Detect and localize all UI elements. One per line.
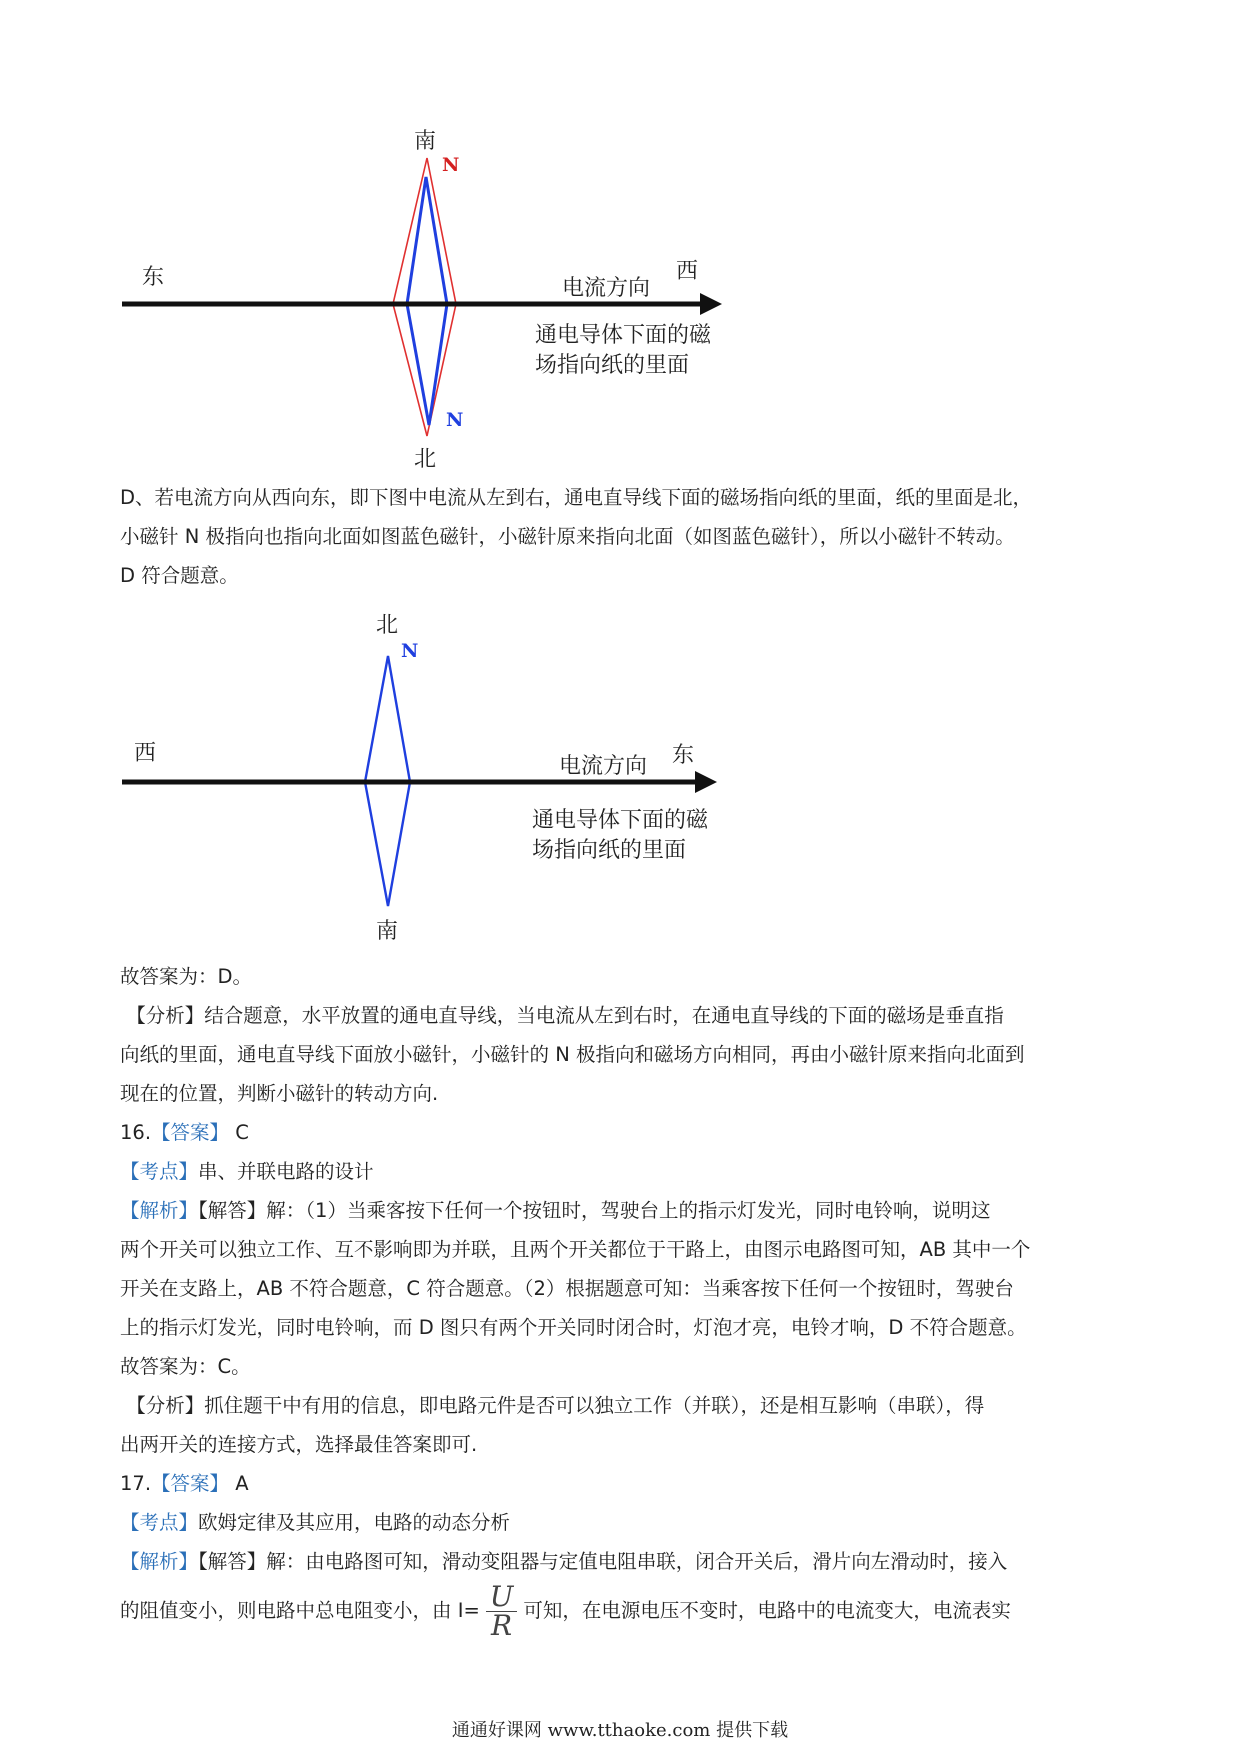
page-footer: 通通好课网 www.tthaoke.com 提供下载 xyxy=(451,1720,789,1741)
fig2-left-label: 西 xyxy=(134,741,157,766)
fig1-red-n-label: N xyxy=(442,154,460,176)
q17-answer: A xyxy=(229,1472,249,1495)
fig2-top-label: 北 xyxy=(376,613,399,638)
q17-kaodian-row: 【考点】欧姆定律及其应用，电路的动态分析 xyxy=(120,1511,511,1534)
q16-jiexi-line1: 【解析】【解答】解：（1）当乘客按下任何一个按钮时，驾驶台上的指示灯发光，同时电铃响，说明这 xyxy=(120,1199,991,1222)
paragraph-d-line1: D、若电流方向从西向东，即下图中电流从左到右，通电直导线下面的磁场指向纸的里面，纸的里面是北， xyxy=(120,486,1033,509)
fig2-bottom-label: 南 xyxy=(376,919,399,944)
fig1-right-label: 西 xyxy=(676,259,699,284)
q17-answer-tag: 【答案】 xyxy=(151,1472,230,1495)
q16-answer: C xyxy=(229,1121,249,1144)
fig1-bottom-label: 北 xyxy=(414,447,437,472)
fig2-blue-n-label: N xyxy=(401,640,419,662)
q15-answer-line: 故答案为：D。 xyxy=(120,965,253,988)
q16-analysis-tag: 【分析】 xyxy=(126,1394,205,1417)
q17-jiexi-tag: 【解析】 xyxy=(120,1550,199,1573)
q16-kaodian-tag: 【考点】 xyxy=(120,1160,199,1183)
q15-analysis-tag: 【分析】 xyxy=(126,1004,205,1027)
q16-kaodian-row: 【考点】串、并联电路的设计 xyxy=(120,1160,374,1183)
answers-block xyxy=(120,957,1130,1641)
fig1-arrow-label: 电流方向 xyxy=(562,276,651,301)
q15-analysis-line2: 向纸的里面，通电直导线下面放小磁针，小磁针的 N 极指向和磁场方向相同，再由小磁针原来指向北面到 xyxy=(120,1043,1025,1066)
fig1-note-line2: 场指向纸的里面 xyxy=(535,353,690,378)
fig2-note-line1: 通电导体下面的磁 xyxy=(532,808,709,833)
fig2-note-line2: 场指向纸的里面 xyxy=(532,838,687,863)
fig1-note-line1: 通电导体下面的磁 xyxy=(535,323,712,348)
q16-analysis-line1: 【分析】抓住题干中有用的信息，即电路元件是否可以独立工作（并联），还是相互影响（串联），得 xyxy=(126,1394,985,1417)
fig2-right-label: 东 xyxy=(672,743,695,768)
fig2-arrow-head xyxy=(695,771,717,793)
q16-jiexi-tag: 【解析】 xyxy=(120,1199,199,1222)
q16-answer-row: 16.【答案】 C xyxy=(120,1121,249,1144)
paragraph-d-line3: D 符合题意。 xyxy=(120,564,239,587)
ohms-law-fraction: $\frac{U}{R}$ xyxy=(486,1583,518,1640)
fig2-arrow-label: 电流方向 xyxy=(559,754,648,779)
q16-jiexi-line3: 开关在支路上，AB 不符合题意，C 符合题意。（2）根据题意可知：当乘客按下任何一个按钮时，驾驶台 xyxy=(120,1277,1014,1300)
q16-jiexi-line2: 两个开关可以独立工作、互不影响即为并联，且两个开关都位于干路上，由图示电路图可知，AB 其中一个 xyxy=(120,1238,1031,1261)
q16-answer-tag: 【答案】 xyxy=(151,1121,230,1144)
q17-kaodian-tag: 【考点】 xyxy=(120,1511,199,1534)
fig1-top-label: 南 xyxy=(414,129,437,154)
q15-analysis-line1: 【分析】结合题意，水平放置的通电直导线，当电流从左到右时，在通电直导线的下面的磁场是垂直指 xyxy=(126,1004,1004,1027)
q17-jiexi-line2: 的阻值变小，则电路中总电阻变小，由 I= $\frac{U}{R}$ 可知，在电源电压不变时，电路中的电流变大，电流表实 xyxy=(120,1580,1011,1642)
q16-analysis-line2: 出两开关的连接方式，选择最佳答案即可. xyxy=(120,1433,478,1456)
paragraph-d-line2: 小磁针 N 极指向也指向北面如图蓝色磁针，小磁针原来指向北面（如图蓝色磁针），所以小磁针不转动。 xyxy=(120,525,1015,548)
q17-jiexi-line1: 【解析】【解答】解：由电路图可知，滑动变阻器与定值电阻串联，闭合开关后，滑片向左滑动时，接入 xyxy=(120,1550,1008,1573)
fig1-left-label: 东 xyxy=(142,265,165,290)
q15-analysis-line3: 现在的位置，判断小磁针的转动方向. xyxy=(120,1082,439,1105)
q16-answer-line: 故答案为：C。 xyxy=(120,1355,251,1378)
fig1-blue-n-label: N xyxy=(446,409,464,431)
q17-answer-row: 17.【答案】 A xyxy=(120,1472,249,1495)
q16-jiexi-line4: 上的指示灯发光，同时电铃响，而 D 图只有两个开关同时闭合时，灯泡才亮，电铃才响，D 不符合题意。 xyxy=(120,1316,1027,1339)
